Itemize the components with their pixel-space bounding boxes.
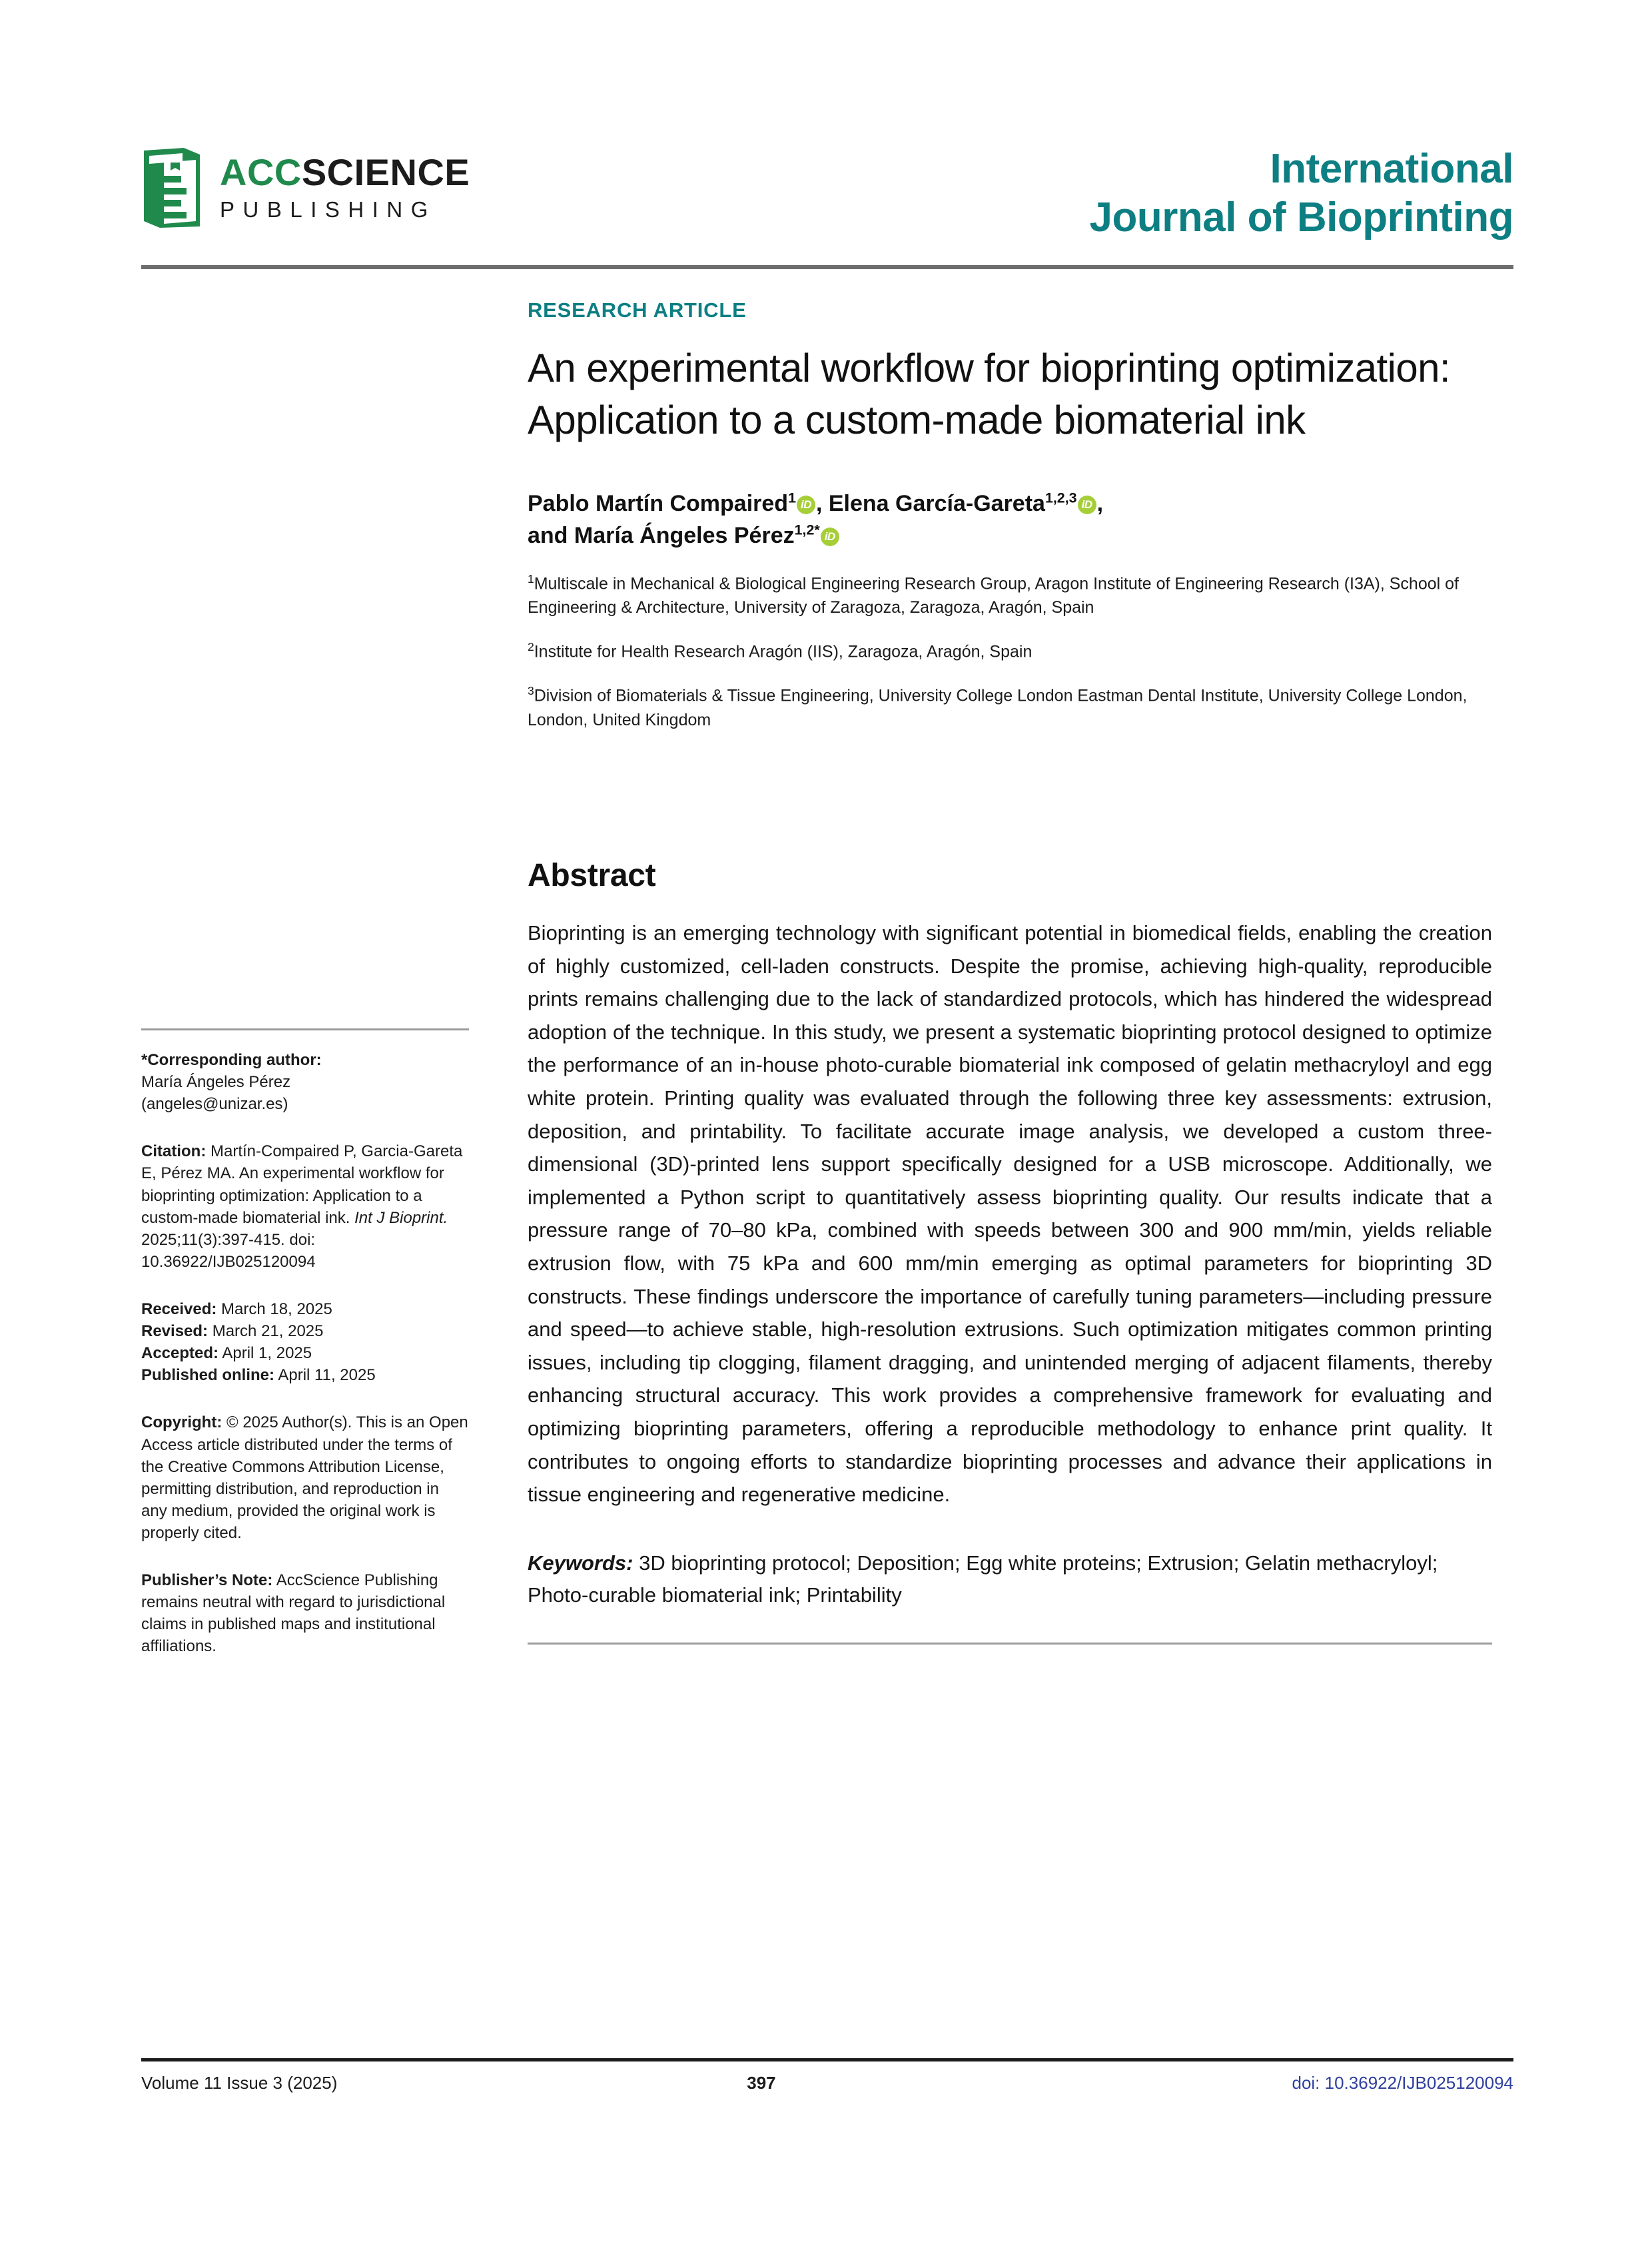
article-type-label: RESEARCH ARTICLE [528,298,747,322]
affiliation-marker: 1 [528,571,534,585]
footer-divider [141,2058,1513,2061]
author-name-1[interactable]: Pablo Martín Compaired [528,491,789,516]
keywords [528,1547,1492,1612]
citation-journal: Int J Bioprint. [354,1208,448,1227]
citation-label: Citation: [141,1142,206,1161]
published-label: Published online: [141,1366,275,1385]
main-column [528,298,1492,1645]
orcid-icon[interactable]: iD [797,496,815,514]
footer-volume-issue: Volume 11 Issue 3 (2025) [141,2073,338,2093]
publisher-note-block [141,1569,469,1657]
received-value: March 18, 2025 [216,1300,332,1318]
author-list [528,488,1492,552]
publisher-note-text: AccScience Publishing remains neutral with regard to jurisdictional claims in published maps and institutional affiliations. [141,1571,446,1656]
affiliation-text: Division of Biomaterials & Tissue Engineering, University College London Eastman Dental Institute, University College London, London, United Kingdom [528,686,1467,729]
page-title: An experimental workflow for bioprinting optimization: Application to a custom-made biomaterial ink [528,346,1450,442]
abstract-body: Bioprinting is an emerging technology with significant potential in biomedical fields, enabling the creation of highly customized, cell-laden constructs. Despite the promise, achieving high-quality, reproducible prints remains challenging due to the lack of standardized protocols, which has hindered the widespread adoption of the technique. In this study, we present a systematic bioprinting protocol designed to optimize the performance of an in-house photo-curable biomaterial ink composed of gelatin methacryloyl and egg white protein. Printing quality was evaluated through the following three key assessments: extrusion, deposition, and printability. To facilitate accurate image analysis, we developed a custom three-dimensional (3D)-printed lens support specifically designed for a USB microscope. Additionally, we implemented a Python script to quantitatively assess bioprinting quality. Our results indicate that a pressure range of 70–80 kPa, combined with speeds between 300 and 900 mm/min, yields reliable extrusion flow, with 75 kPa and 600 mm/min emerging as optimal parameters for bioprinting 3D constructs. These findings underscore the importance of carefully tuning parameters—including pressure and speed—to achieve stable, high-resolution extrusions. Such optimization mitigates common printing issues, including tip clogging, filament dragging, and unintended merging of adjacent filaments, thereby enhancing structural accuracy. This work provides a comprehensive framework for evaluating and optimizing bioprinting parameters, offering a reproducible methodology to enhance print quality. It contributes to ongoing efforts to standardize bioprinting processes and advance their applications in tissue engineering and regenerative medicine. [528,921,1492,1507]
corresponding-author-label: *Corresponding author: [141,1051,322,1069]
author-line-1 [528,488,1492,520]
revised-value: March 21, 2025 [208,1322,324,1341]
sidebar-top-divider [141,1028,469,1030]
journal-title [1090,145,1514,242]
logo-brand-prefix: ACC [220,151,302,194]
affiliation-2 [528,639,1492,664]
orcid-icon[interactable]: iD [1078,496,1096,514]
logo-tagline: PUBLISHING [220,197,436,222]
affiliation-1 [528,571,1492,620]
corresponding-author-name: María Ángeles Pérez [141,1073,291,1092]
affiliation-text: Multiscale in Mechanical & Biological Engineering Research Group, Aragon Institute of Engineering Research (I3A), School of Engineering & Architecture, University of Zaragoza, Zaragoza, Aragón, Spain [528,573,1459,617]
accepted-label: Accepted: [141,1344,219,1363]
dates-block [141,1298,469,1386]
citation-volume-info: 2025;11(3):397-415. doi: 10.36922/IJB025120094 [141,1230,316,1271]
received-date [141,1298,469,1320]
corresponding-author-block [141,1049,469,1115]
sidebar [141,1028,469,1658]
footer-doi-link[interactable]: doi: 10.36922/IJB025120094 [1292,2073,1513,2093]
author-name-2[interactable]: Elena García-Gareta [828,491,1045,516]
citation-text: Martín-Compaired P, Garcia-Gareta E, Pérez MA. An experimental workflow for bioprinting optimization: Application to a custom-made biomaterial ink. [141,1142,463,1227]
publisher-note-label: Publisher’s Note: [141,1571,273,1590]
author-affil-sup-3: 1,2* [794,522,820,538]
logo-brand-suffix: SCIENCE [301,151,470,194]
accscience-logo[interactable] [141,147,470,229]
revised-label: Revised: [141,1322,208,1341]
affiliation-marker: 2 [528,639,534,653]
journal-title-line1: International [1270,146,1513,192]
keywords-value: 3D bioprinting protocol; Deposition; Egg white proteins; Extrusion; Gelatin methacryloyl; Photo-curable biomaterial ink; Printability [528,1551,1438,1607]
received-label: Received: [141,1300,217,1318]
author-line2-prefix: and [528,523,574,549]
keywords-label: Keywords: [528,1551,633,1575]
author-sep-1: , [815,491,829,516]
copyright-block [141,1411,469,1544]
affiliation-3 [528,683,1492,732]
author-name-3[interactable]: María Ángeles Pérez [574,523,795,549]
book-icon [141,147,203,229]
journal-title-line2: Journal of Bioprinting [1089,194,1513,240]
author-sep-2: , [1096,491,1104,516]
author-affil-sup-1: 1 [788,490,796,506]
accepted-value: April 1, 2025 [218,1344,312,1363]
published-value: April 11, 2025 [274,1366,376,1385]
affiliation-text: Institute for Health Research Aragón (IIS), Zaragoza, Aragón, Spain [534,642,1032,661]
page-header [141,145,1513,258]
author-affil-sup-2: 1,2,3 [1044,490,1077,506]
abstract-bottom-divider [528,1643,1492,1645]
author-line-2 [528,520,1492,552]
copyright-text: © 2025 Author(s). This is an Open Access article distributed under the terms of the Creative Commons Attribution License, permitting distribution, and reproduction in any medium, provided the original work is properly cited. [141,1413,468,1542]
copyright-label: Copyright: [141,1413,222,1432]
logo-wordmark [220,153,470,222]
affiliation-marker: 3 [528,683,534,697]
published-date [141,1364,469,1386]
citation-block [141,1140,469,1273]
corresponding-author-email[interactable]: (angeles@unizar.es) [141,1095,288,1114]
accepted-date [141,1342,469,1364]
revised-date [141,1320,469,1342]
page-footer [141,2073,1513,2093]
abstract-heading: Abstract [528,858,656,894]
page-number: 397 [747,2073,776,2093]
header-divider [141,265,1513,269]
orcid-icon[interactable]: iD [821,528,839,546]
